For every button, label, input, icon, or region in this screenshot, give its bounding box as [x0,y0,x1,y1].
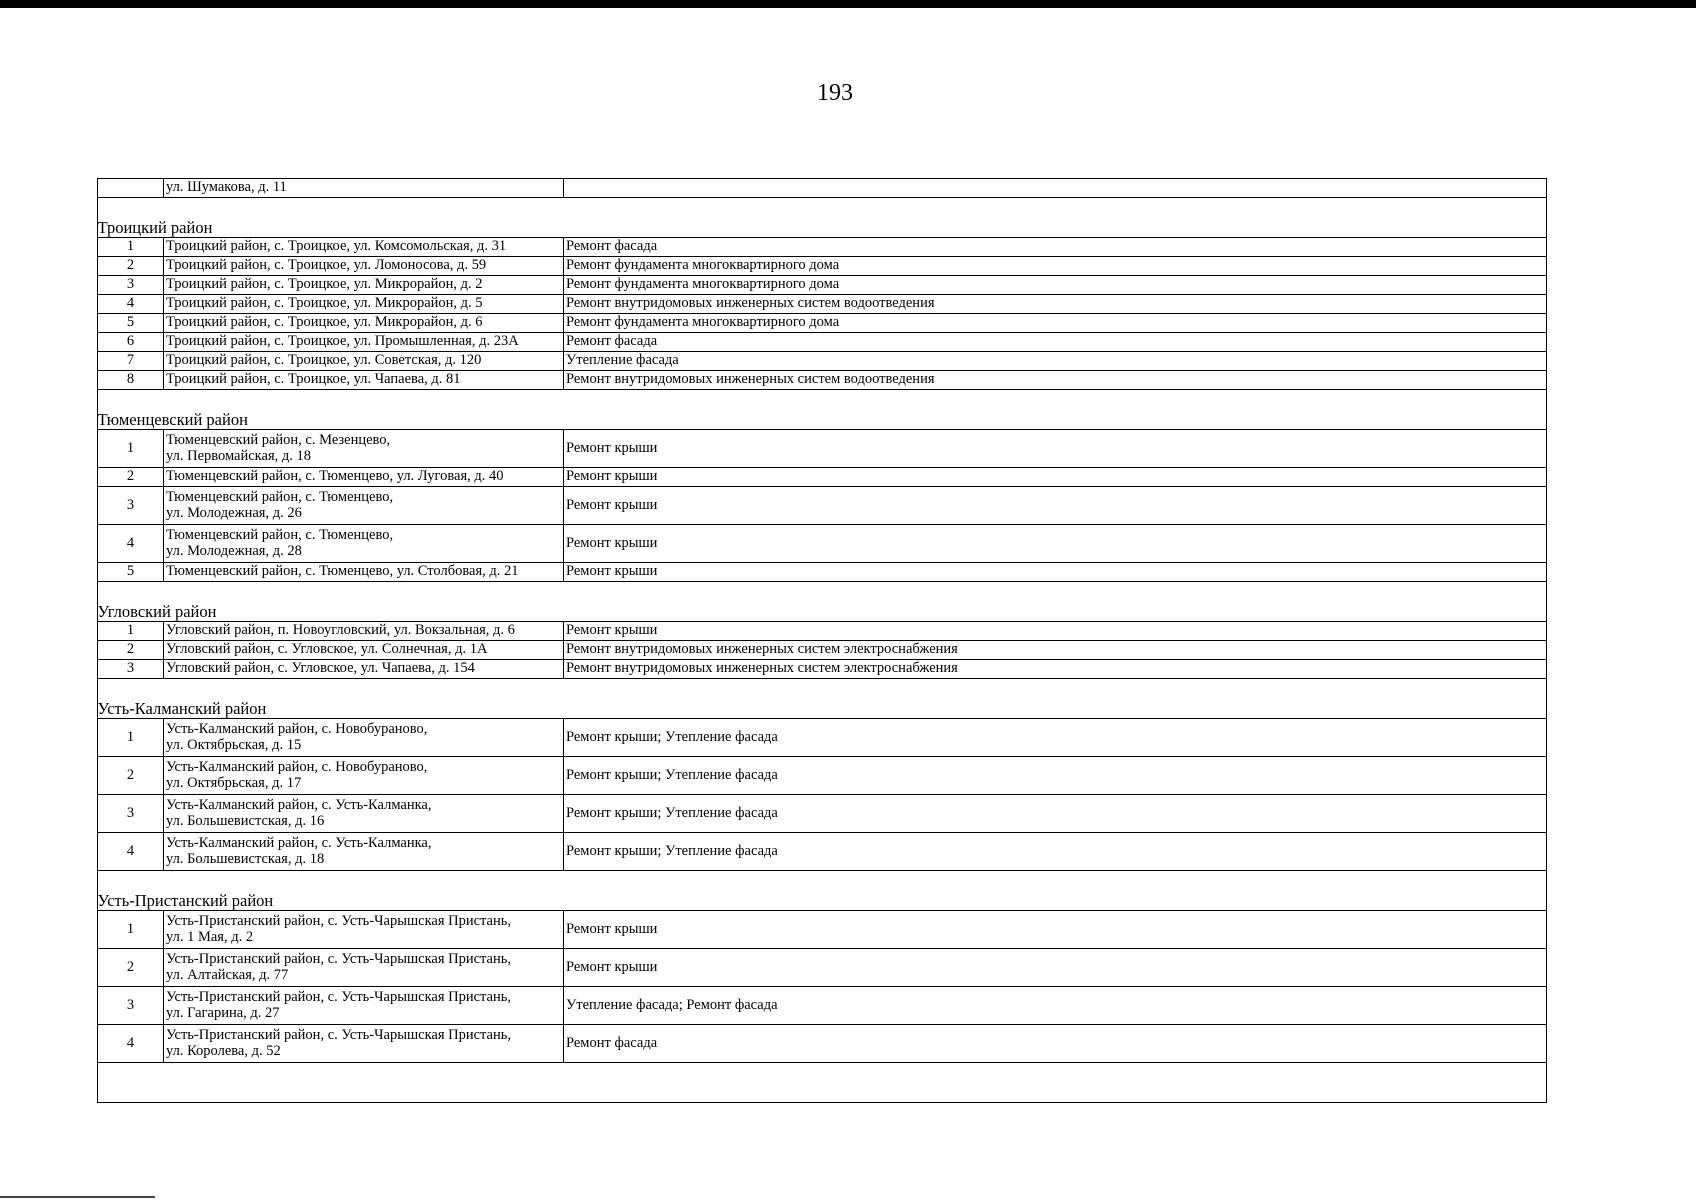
row-work: Ремонт крыши; Утепление фасада [564,795,1547,833]
table-row [98,660,1547,679]
row-work: Ремонт фундамента многоквартирного дома [564,276,1547,295]
district-heading-row [98,679,1547,719]
row-work: Ремонт крыши [564,468,1547,487]
row-address: Тюменцевский район, с. Тюменцево, ул. Луговая, д. 40 [164,468,564,487]
table-row [98,563,1547,582]
row-address [164,795,564,833]
table-row [98,352,1547,371]
row-number: 2 [98,949,164,987]
address-line: Усть-Калманский район, с. Новобураново, [166,758,428,775]
district-heading-row [98,871,1547,911]
row-number: 7 [98,352,164,371]
row-work: Ремонт крыши [564,487,1547,525]
row-address: Угловский район, п. Новоугловский, ул. Вокзальная, д. 6 [164,622,564,641]
row-address: Троицкий район, с. Троицкое, ул. Советская, д. 120 [164,352,564,371]
address-line: ул. Гагарина, д. 27 [166,1004,280,1021]
district-name: Троицкий район [98,198,1547,238]
table-row [98,622,1547,641]
row-number: 3 [98,487,164,525]
row-number: 5 [98,563,164,582]
district-heading-row [98,198,1547,238]
table-row [98,987,1547,1025]
address-line: ул. 1 Мая, д. 2 [166,928,254,945]
address-line: Тюменцевский район, с. Тюменцево, [166,526,394,543]
row-work: Ремонт крыши [564,911,1547,949]
row-work: Ремонт крыши [564,949,1547,987]
table-row [98,333,1547,352]
row-address: Тюменцевский район, с. Тюменцево, ул. Столбовая, д. 21 [164,563,564,582]
row-number: 1 [98,238,164,257]
table-row [98,719,1547,757]
table-row [98,757,1547,795]
row-number: 4 [98,295,164,314]
row-number: 4 [98,525,164,563]
row-address [164,757,564,795]
table-row [98,833,1547,871]
address-line: Усть-Калманский район, с. Новобуpаново, [166,720,428,737]
empty-cell [98,1063,1547,1103]
row-work: Ремонт фундамента многоквартирного дома [564,257,1547,276]
address-line: Усть-Пристанский район, с. Усть-Чарышская Пристань, [166,1026,511,1043]
district-heading-row [98,390,1547,430]
row-number: 2 [98,257,164,276]
row-work: Утепление фасада; Ремонт фасада [564,987,1547,1025]
address-line: Усть-Калманский район, с. Усть-Калманка, [166,834,432,851]
table-row [98,795,1547,833]
row-number: 3 [98,276,164,295]
table-row [98,371,1547,390]
row-number: 1 [98,430,164,468]
table-row [98,949,1547,987]
row-address: Троицкий район, с. Троицкое, ул. Промышленная, д. 23А [164,333,564,352]
table-closing-row [98,1063,1547,1103]
row-address: ул. Шумакова, д. 11 [164,179,564,198]
row-number: 8 [98,371,164,390]
row-address: Троицкий район, с. Троицкое, ул. Чапаева, д. 81 [164,371,564,390]
address-line: Тюменцевский район, с. Тюменцево, [166,488,394,505]
row-address [164,949,564,987]
row-work: Ремонт крыши [564,622,1547,641]
table-row [98,276,1547,295]
row-number [98,179,164,198]
row-address [164,719,564,757]
row-number: 1 [98,622,164,641]
row-number: 1 [98,911,164,949]
address-line: ул. Королева, д. 52 [166,1042,281,1059]
table-row [98,179,1547,198]
address-line: ул. Большевистская, д. 16 [166,812,325,829]
row-work: Ремонт внутридомовых инженерных систем электроснабжения [564,660,1547,679]
address-line: ул. Октябрьская, д. 17 [166,774,302,791]
address-line: Усть-Пристанский район, с. Усть-Чарышская Пристань, [166,988,511,1005]
row-address [164,987,564,1025]
address-line: ул. Алтайская, д. 77 [166,966,289,983]
address-line: ул. Большевистская, д. 18 [166,850,325,867]
row-work: Ремонт фасада [564,333,1547,352]
address-line: Усть-Калманский район, с. Усть-Калманка, [166,796,432,813]
table-row [98,487,1547,525]
row-work: Ремонт фасада [564,1025,1547,1063]
table-row [98,1025,1547,1063]
row-number: 2 [98,468,164,487]
table-row [98,238,1547,257]
address-line: ул. Первомайская, д. 18 [166,447,311,464]
row-work: Ремонт крыши; Утепление фасада [564,757,1547,795]
row-address [164,911,564,949]
row-address: Троицкий район, с. Троицкое, ул. Микрорайон, д. 2 [164,276,564,295]
row-address: Угловский район, с. Угловское, ул. Чапаева, д. 154 [164,660,564,679]
row-number: 4 [98,1025,164,1063]
address-line: ул. Молодежная, д. 26 [166,504,302,521]
page-number: 193 [817,80,853,106]
row-number: 3 [98,987,164,1025]
row-number: 5 [98,314,164,333]
row-work: Ремонт крыши; Утепление фасада [564,833,1547,871]
district-name: Угловский район [98,582,1547,622]
row-address [164,487,564,525]
row-number: 3 [98,795,164,833]
row-address: Троицкий район, с. Троицкое, ул. Микрорайон, д. 6 [164,314,564,333]
row-work: Утепление фасада [564,352,1547,371]
row-work: Ремонт внутридомовых инженерных систем водоотведения [564,371,1547,390]
row-address: Троицкий район, с. Троицкое, ул. Микрорайон, д. 5 [164,295,564,314]
row-work: Ремонт фундамента многоквартирного дома [564,314,1547,333]
row-address: Угловский район, с. Угловское, ул. Солнечная, д. 1А [164,641,564,660]
row-work: Ремонт крыши; Утепление фасада [564,719,1547,757]
scan-artifact-line [0,1196,155,1198]
row-number: 2 [98,641,164,660]
district-name: Усть-Калманский район [98,679,1547,719]
table-left-border [97,178,98,1103]
address-line: Усть-Пристанский район, с. Усть-Чарышская Пристань, [166,912,511,929]
row-address: Троицкий район, с. Троицкое, ул. Комсомольская, д. 31 [164,238,564,257]
row-number: 1 [98,719,164,757]
table-row [98,430,1547,468]
row-address [164,430,564,468]
table-row [98,525,1547,563]
row-number: 3 [98,660,164,679]
table-row [98,911,1547,949]
table-row [98,314,1547,333]
address-line: ул. Молодежная, д. 28 [166,542,302,559]
row-work: Ремонт внутридомовых инженерных систем электроснабжения [564,641,1547,660]
row-address [164,1025,564,1063]
table-row [98,295,1547,314]
row-address [164,833,564,871]
row-number: 6 [98,333,164,352]
row-work: Ремонт фасада [564,238,1547,257]
row-address [164,525,564,563]
row-work [564,179,1547,198]
address-line: Тюменцевский район, с. Мезенцево, [166,431,391,448]
table-row [98,257,1547,276]
district-name: Тюменцевский район [98,390,1547,430]
address-line: ул. Октябрьская, д. 15 [166,736,302,753]
district-name: Усть-Пристанский район [98,871,1547,911]
address-line: Усть-Пристанский район, с. Усть-Чарышская Пристань, [166,950,511,967]
row-address: Троицкий район, с. Троицкое, ул. Ломоносова, д. 59 [164,257,564,276]
table-row [98,641,1547,660]
table-row [98,468,1547,487]
row-work: Ремонт крыши [564,563,1547,582]
district-heading-row [98,582,1547,622]
row-number: 4 [98,833,164,871]
table-right-border [1546,178,1547,1103]
row-number: 2 [98,757,164,795]
row-work: Ремонт крыши [564,430,1547,468]
row-work: Ремонт внутридомовых инженерных систем водоотведения [564,295,1547,314]
repair-register-table [97,178,1547,1103]
row-work: Ремонт крыши [564,525,1547,563]
scan-top-border [0,0,1696,8]
